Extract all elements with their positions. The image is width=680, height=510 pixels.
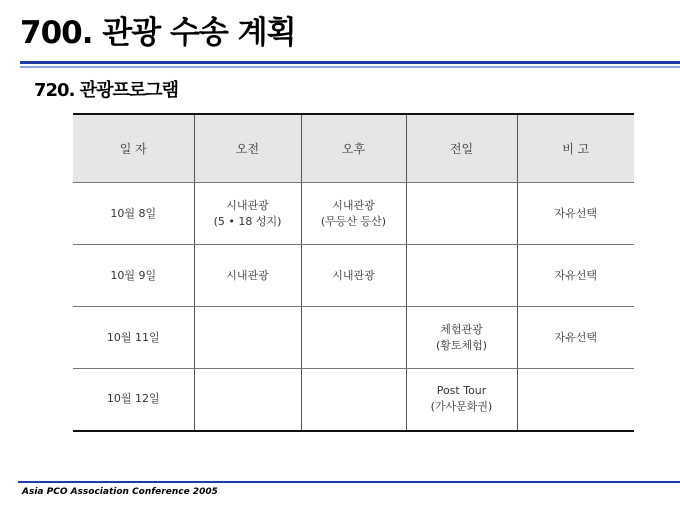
afternoon-cell [301,183,406,245]
date-cell: 10월 8일 [73,183,194,245]
header-full-day: 전일 [406,114,517,183]
table-row [73,307,634,369]
afternoon-cell [301,245,406,307]
cell-line: 시내관광 [226,268,269,282]
remarks-cell [517,369,634,431]
morning-cell [194,245,301,307]
section-subtitle: 720. 관광프로그램 [34,80,179,101]
cell-line: (황토체험) [435,338,488,352]
cell-line: 체험관광 [440,322,483,336]
tour-program-table [73,113,634,432]
date-cell: 10월 12일 [73,369,194,431]
cell-line: Post Tour [436,384,487,398]
slide-title: 700. 관광 수송 계획 [20,15,296,51]
table-row [73,183,634,245]
footer-conference-name: Asia PCO Association Conference 2005 [22,487,218,497]
table-row [73,369,634,431]
morning-cell [194,369,301,431]
cell-line: (5 • 18 성지) [213,214,282,228]
full-day-cell [406,245,517,307]
header-afternoon: 오후 [301,114,406,183]
header-morning: 오전 [194,114,301,183]
afternoon-cell [301,369,406,431]
table-row [73,245,634,307]
title-divider [20,61,680,64]
cell-line: (가사문화권) [430,400,493,414]
cell-line: 시내관광 [226,198,269,212]
date-cell: 10월 11일 [73,307,194,369]
afternoon-cell [301,307,406,369]
remarks-cell: 자유선택 [517,245,634,307]
full-day-cell [406,307,517,369]
header-remarks: 비 고 [517,114,634,183]
full-day-cell [406,369,517,431]
full-day-cell [406,183,517,245]
cell-line: (무등산 등산) [320,214,387,228]
footer-divider [18,481,680,483]
table-header-row [73,114,634,183]
cell-line: 시내관광 [332,268,375,282]
remarks-cell: 자유선택 [517,183,634,245]
date-cell: 10월 9일 [73,245,194,307]
cell-line: 시내관광 [332,198,375,212]
header-date: 일 자 [73,114,194,183]
remarks-cell: 자유선택 [517,307,634,369]
morning-cell [194,307,301,369]
title-divider-accent [20,66,680,68]
morning-cell [194,183,301,245]
